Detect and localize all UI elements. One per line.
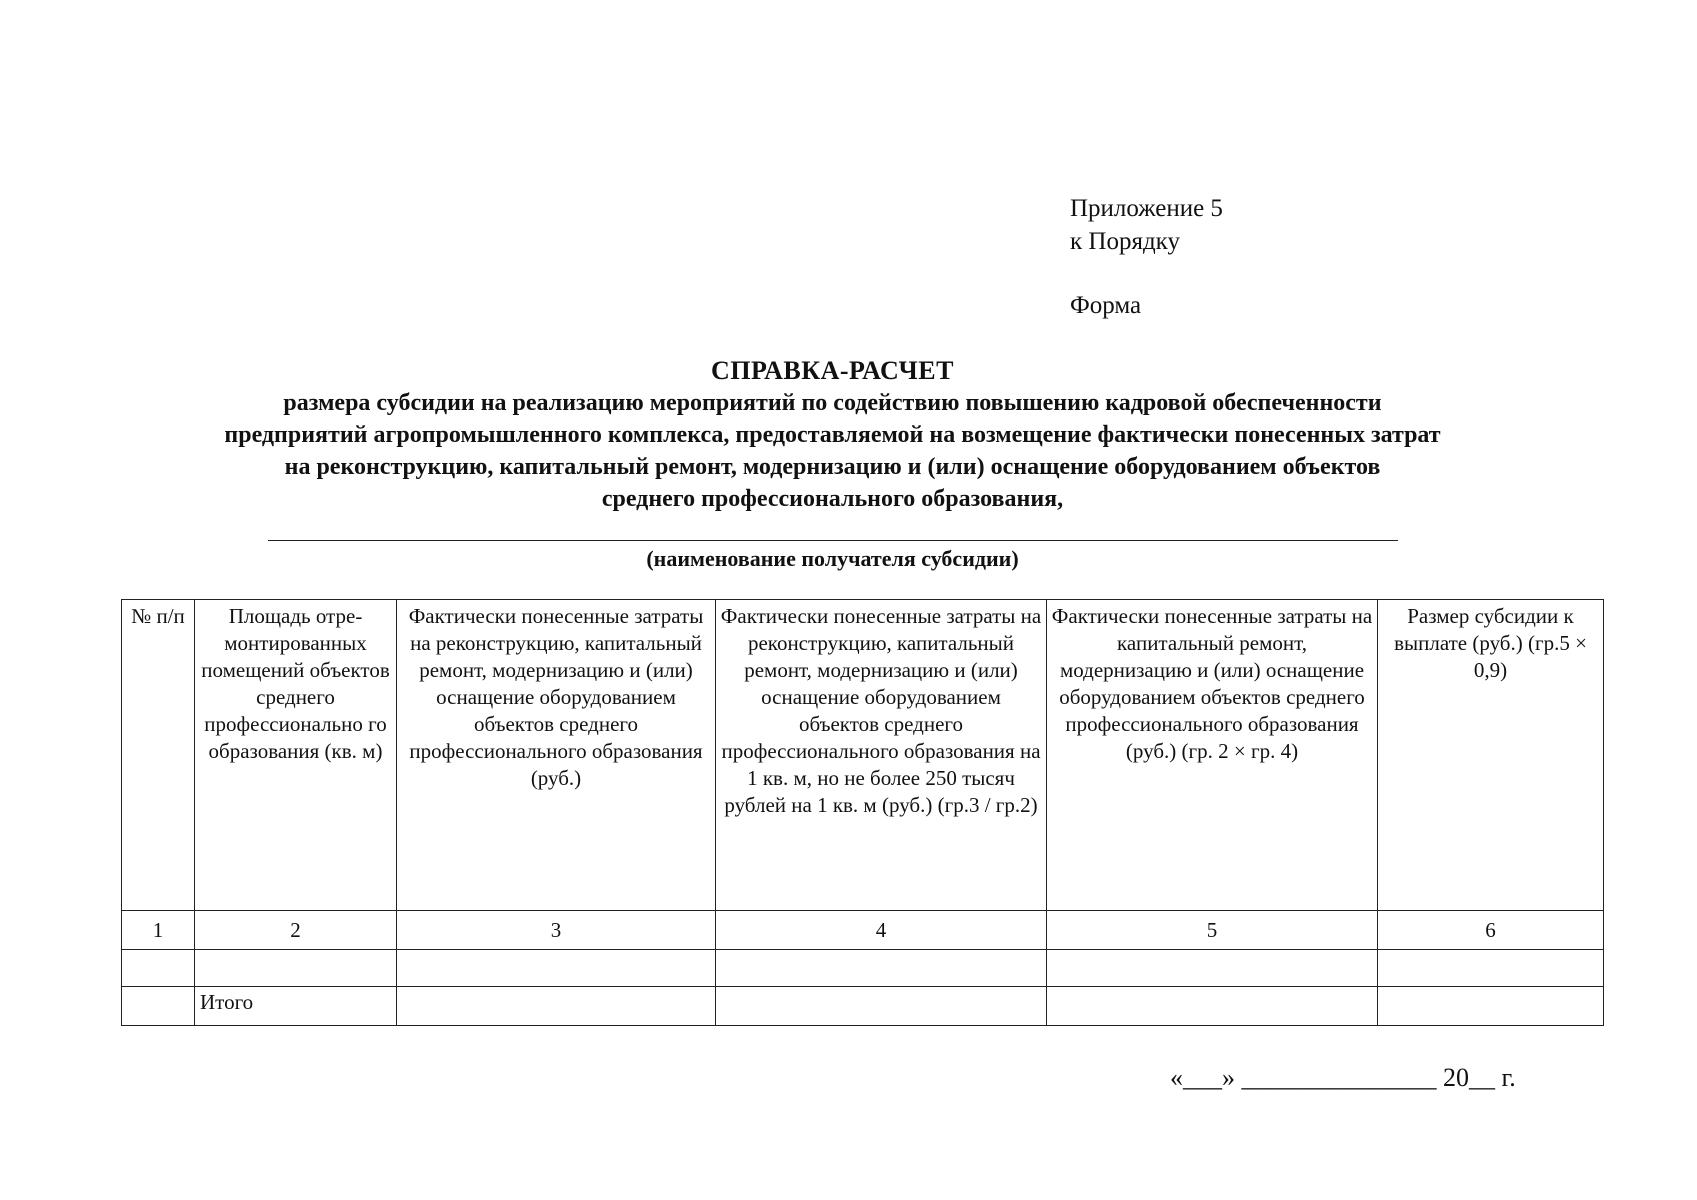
subtitle-line-2: предприятий агропромышленного комплекса, предоставляемой на возмещение фактически понесенных затрат [224, 422, 1441, 448]
calculation-table [121, 599, 1604, 1026]
table-cell[interactable] [397, 950, 716, 987]
date-line: «___» _______________ 20__ г. [1170, 1063, 1516, 1092]
appendix-reference: к Порядку [1070, 228, 1180, 255]
subtitle-line-4: среднего профессионального образования, [601, 486, 1064, 512]
recipient-caption: (наименование получателя субсидии) [646, 546, 1019, 571]
total-label: Итого [195, 987, 397, 1026]
subtitle-line-1: размера субсидии на реализацию мероприятий по содействию повышению кадровой обеспеченности [283, 390, 1382, 416]
table-cell[interactable] [1378, 987, 1604, 1026]
appendix-number: Приложение 5 [1070, 195, 1223, 222]
column-number: 3 [397, 911, 716, 950]
column-number: 6 [1378, 911, 1604, 950]
appendix-block [1070, 192, 1223, 322]
table-row [122, 950, 1604, 987]
header-subsidy-amount: Размер субсидии к выплате (руб.) (гр.5 × 0,9) [1378, 600, 1604, 911]
column-number: 2 [195, 911, 397, 950]
recipient-name-line[interactable] [268, 540, 1398, 541]
table-cell[interactable] [716, 950, 1047, 987]
table-cell[interactable] [397, 987, 716, 1026]
table-cell[interactable] [122, 950, 195, 987]
column-number: 5 [1047, 911, 1378, 950]
table-cell[interactable] [1378, 950, 1604, 987]
table-cell[interactable] [716, 987, 1047, 1026]
header-area: Площадь отре-монтированных помещений объектов среднего профессионально го образования (кв. м) [195, 600, 397, 911]
column-number-row [122, 911, 1604, 950]
total-row [122, 987, 1604, 1026]
table-cell[interactable] [195, 950, 397, 987]
header-costs-per-sqm: Фактически понесенные затраты на реконструкцию, капитальный ремонт, модернизацию и (или) оснащение оборудованием объектов среднего профессионального образования на 1 кв. м, но не более 250 тысяч рублей на 1 кв. м (руб.) (гр.3 / гр.2) [716, 600, 1047, 911]
subtitle-line-3: на реконструкцию, капитальный ремонт, модернизацию и (или) оснащение оборудованием объектов [284, 454, 1381, 480]
header-row-number: № п/п [122, 600, 195, 911]
table-cell[interactable] [122, 987, 195, 1026]
header-actual-costs: Фактически понесенные затраты на реконструкцию, капитальный ремонт, модернизацию и (или) оснащение оборудованием объектов среднего профессионального образования (руб.) [397, 600, 716, 911]
document-title: СПРАВКА-РАСЧЕТ [711, 356, 954, 385]
document-heading [0, 355, 1665, 515]
table-header-row [122, 600, 1604, 911]
document-subtitle [103, 387, 1563, 515]
table-cell[interactable] [1047, 987, 1378, 1026]
form-label: Форма [1070, 292, 1142, 319]
column-number: 1 [122, 911, 195, 950]
column-number: 4 [716, 911, 1047, 950]
header-eligible-costs: Фактически понесенные затраты на капитальный ремонт, модернизацию и (или) оснащение оборудованием объектов среднего профессионального образования (руб.) (гр. 2 × гр. 4) [1047, 600, 1378, 911]
table-cell[interactable] [1047, 950, 1378, 987]
